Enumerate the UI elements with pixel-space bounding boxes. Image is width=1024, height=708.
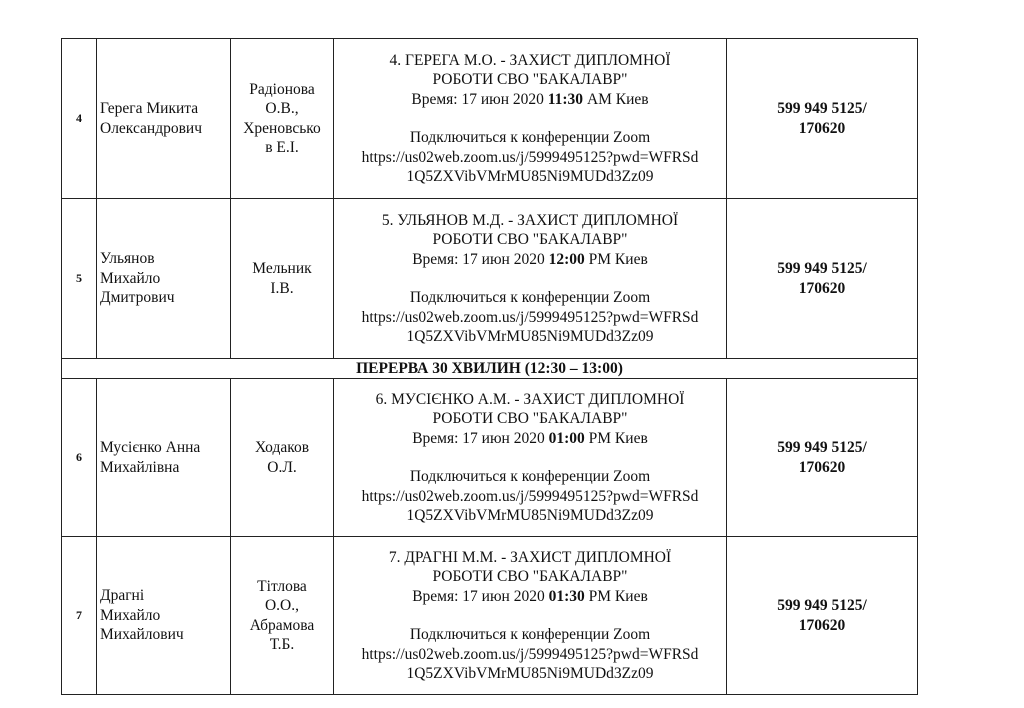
- conference-passcode: 170620: [798, 279, 846, 297]
- session-time-value: 12:00: [548, 250, 585, 268]
- session-time-suffix: PM Киев: [584, 429, 648, 447]
- row-number: 7: [62, 537, 97, 695]
- session-info: [334, 39, 727, 199]
- zoom-link[interactable]: 1Q5ZXVibVMrMU85Ni9MUDd3Zz09: [406, 328, 654, 345]
- spacer: [337, 448, 723, 467]
- session-time-prefix: Время: 17 июн 2020: [411, 90, 548, 108]
- spacer: [337, 109, 723, 128]
- zoom-link[interactable]: https://us02web.zoom.us/j/5999495125?pwd=WFRSd: [361, 645, 699, 663]
- session-title-line: РОБОТИ СВО "БАКАЛАВР": [432, 71, 628, 88]
- supervisor-name-line: в Е.І.: [265, 139, 299, 156]
- student-name-line: Михайло: [100, 606, 161, 624]
- session-title-line: 5. УЛЬЯНОВ М.Д. - ЗАХИСТ ДИПЛОМНОЇ: [381, 211, 679, 229]
- supervisor-name-line: Радіонова: [249, 80, 315, 98]
- session-title-line: 6. МУСІЄНКО А.М. - ЗАХИСТ ДИПЛОМНОЇ: [375, 390, 685, 408]
- session-time: [337, 429, 723, 449]
- break-label: ПЕРЕРВА 30 ХВИЛИН (12:30 – 13:00): [62, 359, 918, 379]
- student-name-line: Олександрович: [100, 119, 202, 137]
- session-time: [337, 90, 723, 110]
- supervisor-name: [231, 199, 334, 359]
- supervisor-name-line: Мельник: [252, 260, 312, 277]
- session-time: [337, 250, 723, 270]
- conference-credentials: [727, 379, 918, 537]
- table-row: [62, 39, 918, 199]
- conference-passcode: 170620: [798, 119, 846, 137]
- schedule-body: [62, 39, 918, 695]
- connect-text: Подключиться к конференции Zoom: [409, 289, 651, 306]
- supervisor-name: [231, 537, 334, 695]
- supervisor-name-line: О.В.,: [265, 100, 299, 117]
- session-time-suffix: PM Киев: [584, 250, 648, 268]
- session-time-value: 11:30: [547, 90, 584, 108]
- conference-credentials: [727, 39, 918, 199]
- connect-text: Подключиться к конференции Zoom: [409, 468, 651, 485]
- student-name: [97, 379, 231, 537]
- table-row: [62, 199, 918, 359]
- conference-credentials: [727, 537, 918, 695]
- zoom-link[interactable]: 1Q5ZXVibVMrMU85Ni9MUDd3Zz09: [406, 168, 654, 185]
- supervisor-name-line: Хреновсько: [243, 119, 321, 137]
- session-time-prefix: Время: 17 июн 2020: [412, 587, 549, 605]
- spacer: [337, 606, 723, 625]
- student-name-line: Герега Микита: [100, 100, 199, 117]
- zoom-link[interactable]: 1Q5ZXVibVMrMU85Ni9MUDd3Zz09: [406, 665, 654, 682]
- student-name-line: Драгні: [100, 587, 145, 605]
- conference-passcode: 170620: [798, 616, 846, 634]
- zoom-link[interactable]: https://us02web.zoom.us/j/5999495125?pwd=WFRSd: [361, 487, 699, 505]
- session-time: [337, 587, 723, 607]
- session-info: [334, 379, 727, 537]
- table-row: [62, 537, 918, 695]
- connect-text: Подключиться к конференции Zoom: [409, 626, 651, 643]
- session-time-prefix: Время: 17 июн 2020: [412, 250, 549, 268]
- conference-id: 599 949 5125/: [777, 260, 867, 277]
- supervisor-name: [231, 39, 334, 199]
- session-info: [334, 537, 727, 695]
- supervisor-name-line: Абрамова: [249, 616, 315, 634]
- student-name-line: Дмитрович: [100, 289, 175, 307]
- session-time-suffix: AM Киев: [583, 90, 649, 108]
- table-row: [62, 379, 918, 537]
- supervisor-name-line: Т.Б.: [269, 636, 295, 653]
- student-name: [97, 39, 231, 199]
- conference-credentials: [727, 199, 918, 359]
- row-number: 5: [62, 199, 97, 359]
- conference-passcode: 170620: [798, 458, 846, 476]
- zoom-link[interactable]: https://us02web.zoom.us/j/5999495125?pwd=WFRSd: [361, 308, 699, 326]
- supervisor-name-line: Тітлова: [257, 577, 307, 595]
- student-name-line: Михайлович: [100, 626, 184, 644]
- student-name-line: Ульянов: [100, 250, 155, 268]
- conference-id: 599 949 5125/: [777, 439, 867, 456]
- connect-text: Подключиться к конференции Zoom: [409, 129, 651, 146]
- session-title-line: РОБОТИ СВО "БАКАЛАВР": [432, 410, 628, 427]
- session-time-value: 01:30: [548, 587, 585, 605]
- student-name: [97, 537, 231, 695]
- supervisor-name-line: О.О.,: [264, 597, 299, 614]
- row-number: 6: [62, 379, 97, 537]
- student-name: [97, 199, 231, 359]
- defense-schedule-table: [61, 38, 918, 695]
- zoom-link[interactable]: 1Q5ZXVibVMrMU85Ni9MUDd3Zz09: [406, 507, 654, 524]
- session-time-value: 01:00: [548, 429, 585, 447]
- student-name-line: Михайло: [100, 269, 161, 287]
- student-name-line: Мусієнко Анна: [100, 439, 201, 456]
- supervisor-name: [231, 379, 334, 537]
- row-number: 4: [62, 39, 97, 199]
- supervisor-name-line: І.В.: [270, 279, 294, 297]
- session-time-prefix: Время: 17 июн 2020: [412, 429, 549, 447]
- supervisor-name-line: Ходаков: [254, 439, 310, 456]
- student-name-line: Михайлівна: [100, 458, 180, 476]
- session-time-suffix: PM Киев: [584, 587, 648, 605]
- session-title-line: РОБОТИ СВО "БАКАЛАВР": [432, 231, 628, 248]
- conference-id: 599 949 5125/: [777, 100, 867, 117]
- session-title-line: 4. ГЕРЕГА М.О. - ЗАХИСТ ДИПЛОМНОЇ: [389, 51, 671, 69]
- break-row: [62, 359, 918, 379]
- session-title-line: РОБОТИ СВО "БАКАЛАВР": [432, 568, 628, 585]
- session-info: [334, 199, 727, 359]
- supervisor-name-line: О.Л.: [267, 458, 297, 476]
- session-title-line: 7. ДРАГНІ М.М. - ЗАХИСТ ДИПЛОМНОЇ: [388, 548, 672, 566]
- spacer: [337, 269, 723, 288]
- zoom-link[interactable]: https://us02web.zoom.us/j/5999495125?pwd=WFRSd: [361, 148, 699, 166]
- conference-id: 599 949 5125/: [777, 597, 867, 614]
